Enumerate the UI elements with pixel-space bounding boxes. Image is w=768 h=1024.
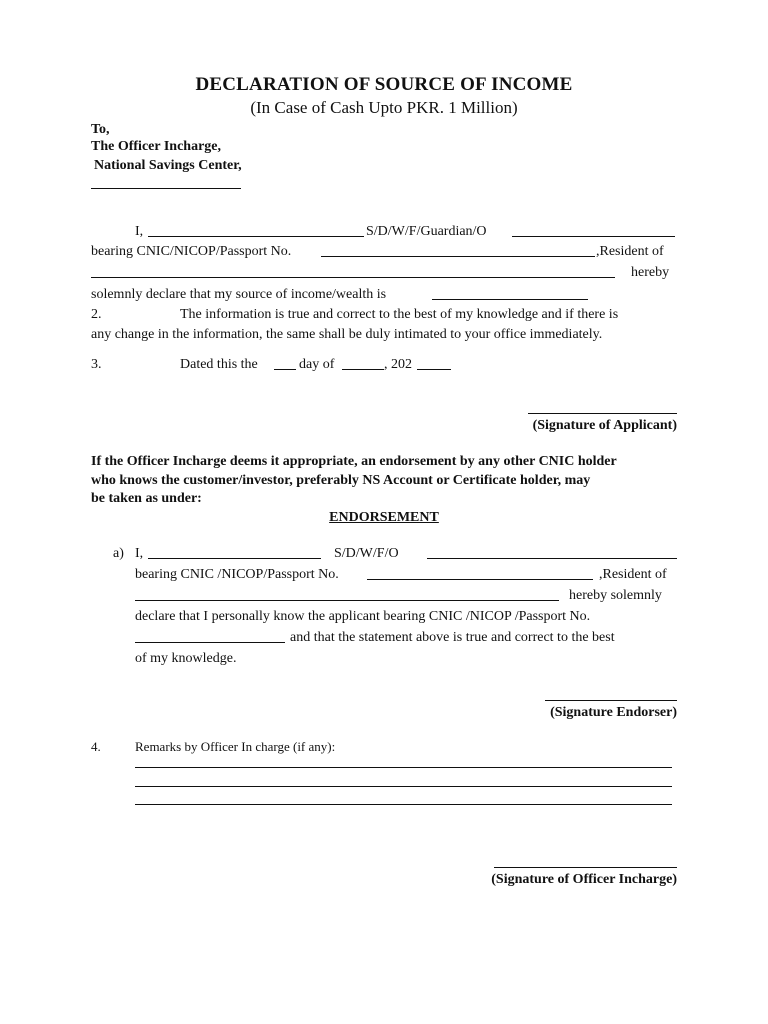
endorse-a-i: I, <box>135 546 144 561</box>
address-center: National Savings Center, <box>94 158 242 173</box>
endorse-note-line1: If the Officer Incharge deems it appropriate, an endorsement by any other CNIC holder <box>91 454 617 469</box>
endorse-note-line3: be taken as under: <box>91 491 202 506</box>
endorse-a-declare: declare that I personally know the applicant bearing CNIC /NICOP /Passport No. <box>135 609 591 624</box>
endorse-a-label: a) <box>113 546 124 561</box>
address-to: To, <box>91 122 110 137</box>
para1-i: I, <box>135 224 144 239</box>
officer-signature-line[interactable] <box>494 867 677 868</box>
address-blank-line[interactable] <box>91 188 241 189</box>
item2-line2: any change in the information, the same shall be duly intimated to your office immediately. <box>91 327 603 342</box>
endorser-signature-label: (Signature Endorser) <box>550 705 677 720</box>
applicant-cnic-blank-line[interactable] <box>135 642 285 643</box>
item4-number: 4. <box>91 739 101 754</box>
income-source-blank-line[interactable] <box>432 299 588 300</box>
para1-bearing-label: bearing CNIC/NICOP/Passport No. <box>91 244 292 259</box>
para1-hereby: hereby <box>631 265 670 280</box>
item3-number: 3. <box>91 357 102 372</box>
item3-year-label: , 202 <box>384 357 412 372</box>
officer-signature-label: (Signature of Officer Incharge) <box>491 872 677 887</box>
endorser-name-blank-line[interactable] <box>148 558 321 559</box>
para1-sdwf-label: S/D/W/F/Guardian/O <box>366 224 487 239</box>
cnic-blank-line[interactable] <box>321 256 595 257</box>
applicant-signature-line[interactable] <box>528 413 677 414</box>
endorser-guardian-blank-line[interactable] <box>427 558 677 559</box>
guardian-blank-line[interactable] <box>512 236 675 237</box>
remarks-line-1[interactable] <box>135 767 672 768</box>
item3-dayof-label: day of <box>299 357 335 372</box>
endorse-a-sdwf: S/D/W/F/O <box>334 546 399 561</box>
endorser-signature-line[interactable] <box>545 700 677 701</box>
page-title: DECLARATION OF SOURCE OF INCOME <box>195 74 573 95</box>
year-blank-line[interactable] <box>417 369 451 370</box>
residence-blank-line[interactable] <box>91 277 615 278</box>
endorser-cnic-blank-line[interactable] <box>367 579 593 580</box>
name-blank-line[interactable] <box>148 236 364 237</box>
remarks-line-2[interactable] <box>135 786 672 787</box>
endorse-a-bearing: bearing CNIC /NICOP/Passport No. <box>135 567 339 582</box>
para1-solemnly: solemnly declare that my source of income/wealth is <box>91 287 387 302</box>
endorse-a-knowledge: of my knowledge. <box>135 651 237 666</box>
endorse-a-statement: and that the statement above is true and correct to the best <box>290 630 615 645</box>
endorse-note-line2: who knows the customer/investor, preferably NS Account or Certificate holder, may <box>91 473 591 488</box>
month-blank-line[interactable] <box>342 369 384 370</box>
item4-remarks-label: Remarks by Officer In charge (if any): <box>135 739 336 754</box>
day-blank-line[interactable] <box>274 369 296 370</box>
endorse-a-hereby: hereby solemnly <box>569 588 662 603</box>
para1-resident-label: ,Resident of <box>596 244 664 259</box>
applicant-signature-label: (Signature of Applicant) <box>532 418 677 433</box>
item2-line1: The information is true and correct to the best of my knowledge and if there is <box>180 307 619 322</box>
item2-number: 2. <box>91 307 102 322</box>
endorser-residence-blank-line[interactable] <box>135 600 559 601</box>
page-subtitle: (In Case of Cash Upto PKR. 1 Million) <box>250 98 518 117</box>
address-officer: The Officer Incharge, <box>91 139 221 154</box>
remarks-line-3[interactable] <box>135 804 672 805</box>
item3-dated-label: Dated this the <box>180 357 258 372</box>
endorsement-heading: ENDORSEMENT <box>329 510 439 525</box>
endorse-a-resident: ,Resident of <box>599 567 667 582</box>
